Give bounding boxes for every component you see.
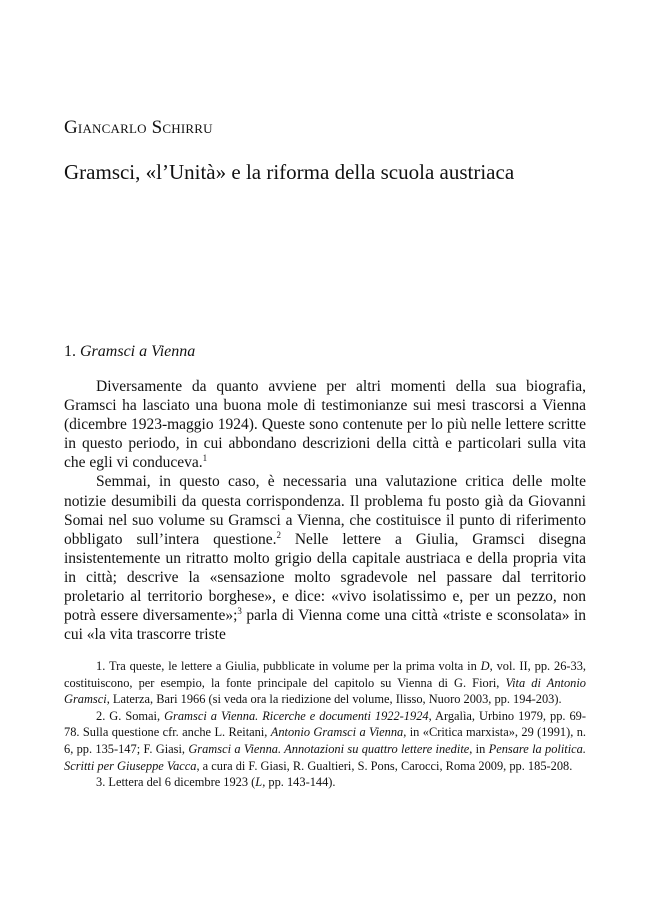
chapter-title: Gramsci, «l’Unità» e la riforma della scuola austriaca [64, 160, 515, 184]
footnote-2 [64, 708, 586, 774]
section-heading [64, 343, 195, 361]
author-name: Giancarlo Schirru [64, 117, 213, 138]
section-label: Gramsci a Vienna [80, 343, 196, 360]
footnote-italic: Antonio Gramsci a Vienna [270, 725, 404, 740]
footnote-3 [64, 774, 586, 791]
footnote-italic: Pensare la politica. Scritti per Giuseppe Vacca [64, 741, 586, 773]
section-number: 1. [64, 343, 76, 360]
footnote-text: , in «Critica marxista», 29 (1991), n. 6, pp. 135-147; F. Giasi, [64, 725, 586, 756]
footnote-text: , a cura di F. Giasi, R. Gualtieri, S. Pons, Carocci, Roma 2009, pp. 185-208. [196, 758, 573, 773]
paragraph [64, 472, 586, 644]
footnote-ref[interactable]: 3 [237, 605, 242, 616]
footnote-italic: L [255, 775, 263, 790]
footnote-text: , vol. II, pp. 26-33, costituiscono, per esempio, la fonte principale del capitolo su Vienna di G. Fiori, [64, 659, 586, 690]
footnote-text: , pp. 143-144). [262, 775, 336, 790]
footnotes [64, 658, 586, 791]
paragraph-text: Nelle lettere a Giulia, Gramsci disegna insistentemente un ritratto molto grigio della capitale austriaca e della propria vita in città; descrive la «sensazione molto sgradevole nel passare dal territorio proletario al territorio borghese», e dice: «vivo isolatissimo e, per un pezzo, non potrà essere diversamente»; [64, 530, 586, 625]
paragraph [64, 377, 586, 472]
footnote-text: , Laterza, Bari 1966 (si veda ora la riedizione del volume, Ilisso, Nuoro 2003, pp. 194-203). [106, 692, 562, 707]
footnote-1 [64, 658, 586, 708]
footnote-italic: D [480, 659, 490, 673]
footnote-italic: Gramsci a Vienna. Ricerche e documenti 1922-1924 [164, 708, 429, 723]
paragraph-text: Diversamente da quanto avviene per altri momenti della sua biografia, Gramsci ha lasciato una buona mole di testimonianze sui mesi trascorsi a Vienna (dicembre 1923-maggio 1924). Queste sono contenute per lo più nelle lettere scritte in questo periodo, in cui abbondano descrizioni della città e particolari sulla vita che egli vi conduceva. [64, 378, 586, 472]
paragraph-text: Semmai, in questo caso, è necessaria una valutazione critica delle molte notizie desumibili da questa corrispondenza. Il problema fu posto già da Giovanni Somai nel suo volume su Gramsci a Vienna, che costituisce il punto di riferimento obbligato sull’intera questione. [64, 473, 586, 548]
footnote-italic: Gramsci a Vienna. Annotazioni su quattro lettere inedite [188, 741, 470, 756]
footnote-text: 2. G. Somai, [96, 708, 165, 723]
footnote-text: , Argalìa, Urbino 1979, pp. 69-78. Sulla questione cfr. anche L. Reitani, [64, 708, 586, 740]
footnote-italic: Vita di Antonio Gramsci [64, 675, 586, 707]
paragraph-text: parla di Vienna come una città «triste e sconsolata» in cui «la vita trascorre triste [64, 607, 586, 644]
footnote-text: , in [469, 741, 489, 756]
footnote-text: 3. Lettera del 6 dicembre 1923 ( [96, 775, 256, 790]
footnote-ref[interactable]: 1 [202, 453, 208, 464]
footnote-text: 1. Tra queste, le lettere a Giulia, pubblicate in volume per la prima volta in [96, 659, 481, 673]
body-text [64, 377, 586, 644]
footnote-ref[interactable]: 2 [276, 529, 281, 540]
